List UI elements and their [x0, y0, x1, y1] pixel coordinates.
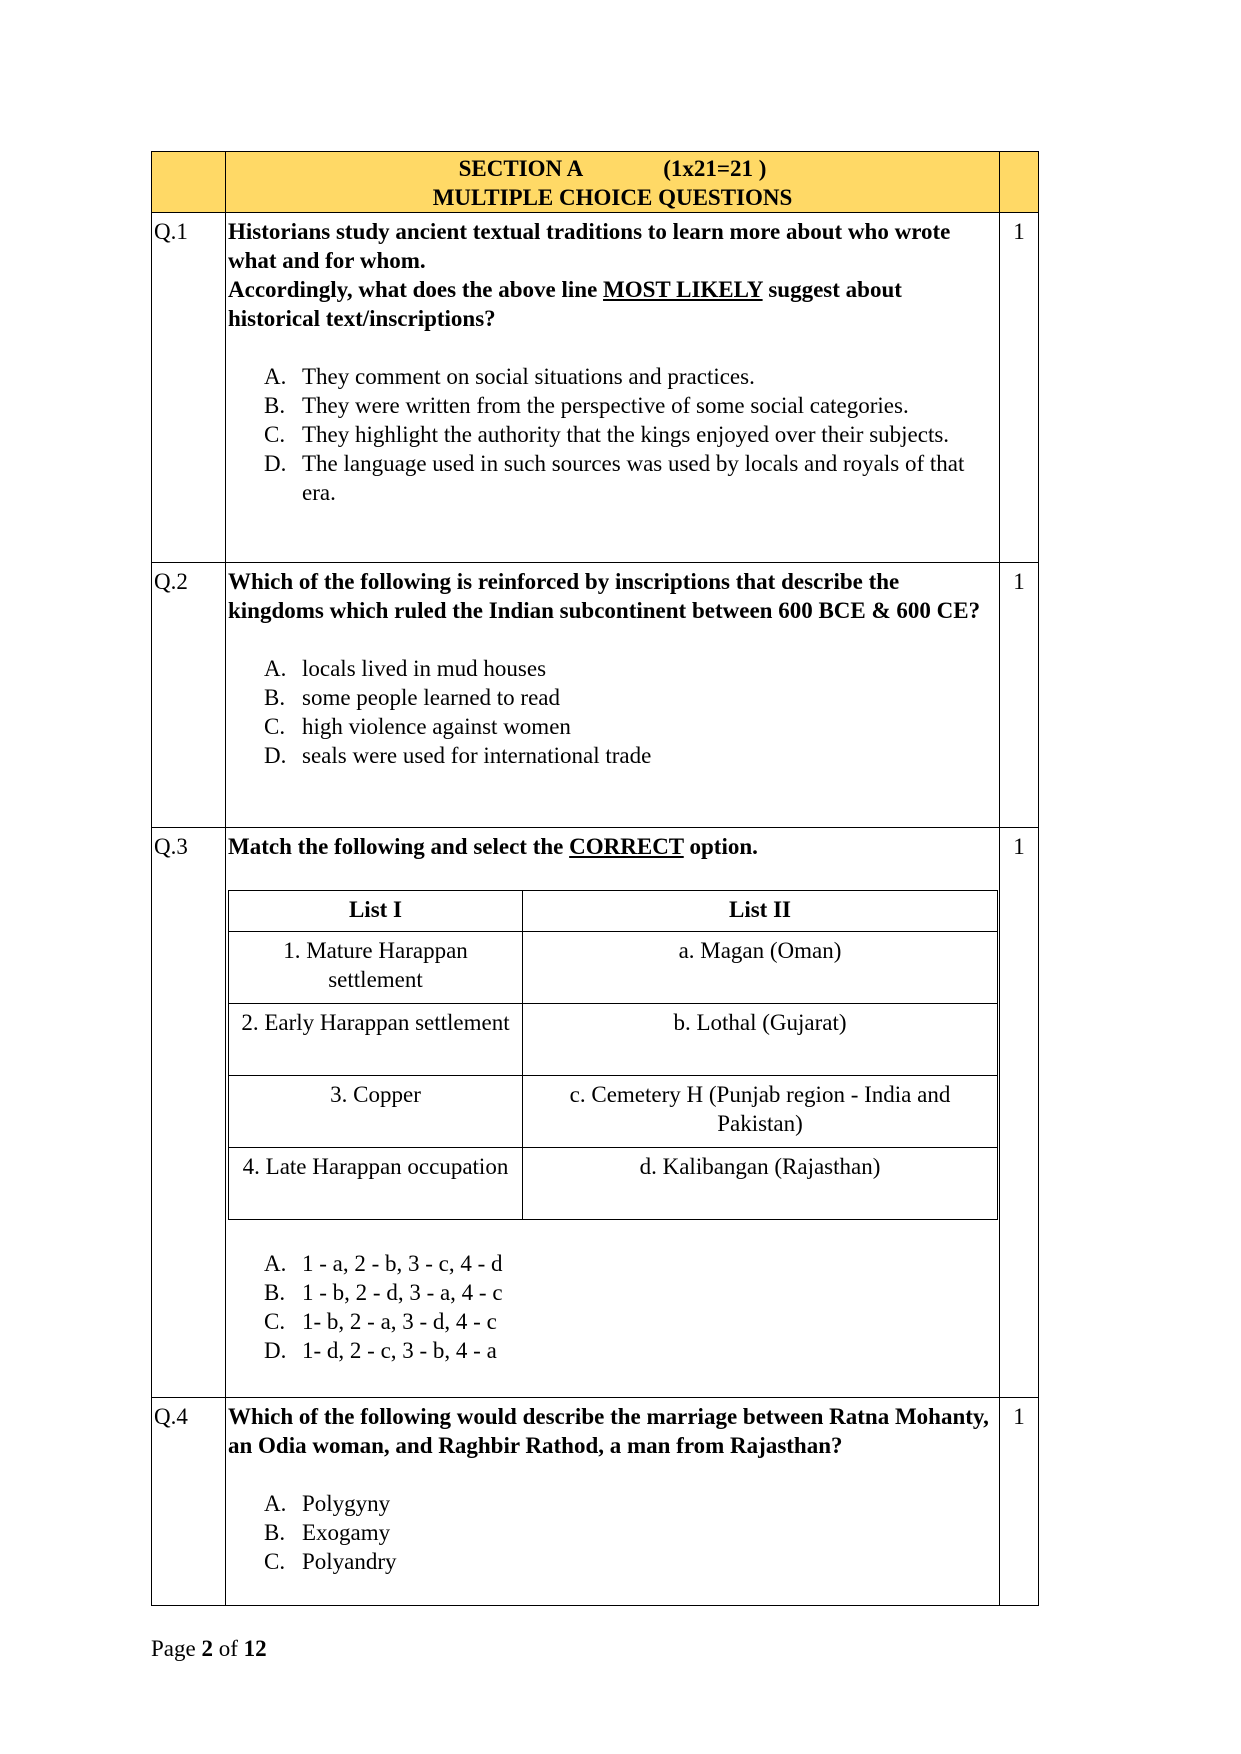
option-d: D. 1- d, 2 - c, 3 - b, 4 - a — [264, 1338, 497, 1363]
question-number: Q.1 — [154, 219, 188, 244]
section-marks-formula: (1x21=21 ) — [663, 156, 767, 181]
match-cell-list-1: 4. Late Harappan occupation — [229, 1148, 523, 1220]
question-number: Q.3 — [154, 834, 188, 859]
option-c: C. 1- b, 2 - a, 3 - d, 4 - c — [264, 1309, 497, 1334]
footer-page-word: Page — [151, 1636, 196, 1661]
section-subtitle: MULTIPLE CHOICE QUESTIONS — [432, 185, 793, 210]
question-stem: Match the following and select the CORRECT option. — [228, 834, 758, 859]
footer-current-page: 2 — [201, 1636, 213, 1661]
emphasis-text: MOST LIKELY — [603, 277, 763, 302]
match-cell-list-1: 2. Early Harappan settlement — [229, 1004, 523, 1076]
question-row-2 — [152, 563, 1039, 828]
question-marks: 1 — [1013, 219, 1025, 244]
match-row — [229, 932, 998, 1004]
question-row-1 — [152, 213, 1039, 563]
option-c: C. They highlight the authority that the kings enjoyed over their subjects. — [264, 422, 950, 447]
match-cell-list-1: 3. Copper — [229, 1076, 523, 1148]
question-marks: 1 — [1013, 569, 1025, 594]
match-header-list-1: List I — [229, 891, 523, 932]
match-row — [229, 1004, 998, 1076]
option-b: B. They were written from the perspective of some social categories. — [264, 393, 909, 418]
match-row — [229, 1148, 998, 1220]
question-stem: Which of the following is reinforced by inscriptions that describe the kingdoms which ruled the Indian subcontinent between 600 BCE & 600 CE? — [228, 569, 981, 623]
question-marks: 1 — [1013, 1404, 1025, 1429]
option-c: C. high violence against women — [264, 714, 571, 739]
option-b: B. 1 - b, 2 - d, 3 - a, 4 - c — [264, 1280, 503, 1305]
match-table — [228, 890, 998, 1220]
match-cell-list-2: b. Lothal (Gujarat) — [523, 1004, 998, 1076]
question-number: Q.2 — [154, 569, 188, 594]
option-d: D. The language used in such sources was used by locals and royals of that era. — [264, 451, 965, 505]
question-row-3 — [152, 828, 1039, 1398]
match-cell-list-1: 1. Mature Harappan settlement — [229, 932, 523, 1004]
question-marks: 1 — [1013, 834, 1025, 859]
options-list — [228, 1249, 997, 1365]
footer-of-word: of — [218, 1636, 238, 1661]
question-stem: Historians study ancient textual traditions to learn more about who wrote what and for whom. Accordingly, what does the above line MOST LIKELY suggest about historical text/inscriptions? — [228, 219, 951, 331]
header-marks-cell — [1000, 152, 1039, 213]
match-cell-list-2: c. Cemetery H (Punjab region - India and Pakistan) — [523, 1076, 998, 1148]
options-list — [228, 654, 997, 770]
option-c: C. Polyandry — [264, 1549, 397, 1574]
options-list — [228, 1489, 997, 1576]
match-row — [229, 1076, 998, 1148]
section-title: SECTION A — [458, 156, 584, 181]
question-stem: Which of the following would describe the marriage between Ratna Mohanty, an Odia woman, and Raghbir Rathod, a man from Rajasthan? — [228, 1404, 989, 1458]
option-a: A. locals lived in mud houses — [264, 656, 547, 681]
emphasis-text: CORRECT — [569, 834, 684, 859]
question-row-4 — [152, 1398, 1039, 1606]
option-a: A. Polygyny — [264, 1491, 391, 1516]
page-footer — [151, 1634, 267, 1663]
match-cell-list-2: a. Magan (Oman) — [523, 932, 998, 1004]
option-b: B. Exogamy — [264, 1520, 391, 1545]
question-paper-table — [151, 151, 1039, 1606]
section-header-row — [152, 152, 1039, 213]
section-header-cell — [226, 152, 1000, 213]
option-b: B. some people learned to read — [264, 685, 560, 710]
match-header-list-2: List II — [523, 891, 998, 932]
option-d: D. seals were used for international trade — [264, 743, 652, 768]
option-a: A. They comment on social situations and practices. — [264, 364, 755, 389]
header-blank-cell — [152, 152, 226, 213]
option-a: A. 1 - a, 2 - b, 3 - c, 4 - d — [264, 1251, 503, 1276]
options-list — [228, 362, 997, 507]
question-number: Q.4 — [154, 1404, 188, 1429]
match-cell-list-2: d. Kalibangan (Rajasthan) — [523, 1148, 998, 1220]
footer-total-pages: 12 — [243, 1636, 267, 1661]
